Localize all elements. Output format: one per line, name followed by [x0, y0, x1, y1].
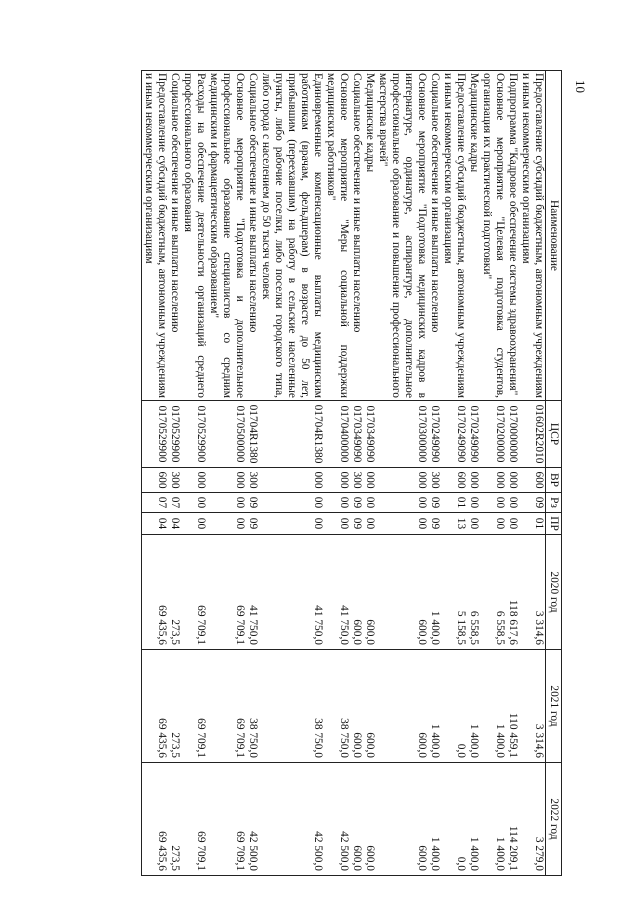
page-number: 10	[573, 80, 588, 93]
header-2020: 2020 год	[546, 535, 562, 650]
header-vr: ВР	[546, 468, 562, 493]
cell-value-2022: 0,0	[441, 763, 467, 876]
cell-value-2021: 38 750,0	[259, 650, 324, 763]
cell-value-2020: 69 709,1	[207, 535, 246, 650]
cell-name: Основное мероприятие "Меры социальной поддержки медицинских работников"	[324, 71, 350, 401]
cell-pr: 00	[324, 513, 350, 535]
cell-vr: 000	[259, 468, 324, 493]
cell-name: Предоставление субсидий бюджетным, автономным учреждениям и иным некоммерческим организациям	[142, 71, 169, 401]
header-rz: Рз	[546, 493, 562, 513]
cell-value-2022: 3 279,0	[519, 763, 546, 876]
table-row	[350, 71, 363, 876]
cell-csr: 01704R1380	[246, 401, 259, 468]
cell-value-2022: 1 400,0	[480, 763, 506, 876]
cell-pr: 00	[181, 513, 207, 535]
cell-csr: 0170249090	[428, 401, 441, 468]
cell-pr: 00	[506, 513, 519, 535]
cell-pr: 00	[467, 513, 480, 535]
table-row	[324, 71, 350, 876]
cell-rz: 00	[181, 493, 207, 513]
cell-csr: 0170200000	[480, 401, 506, 468]
cell-rz: 07	[142, 493, 169, 513]
cell-value-2021: 1 400,0	[428, 650, 441, 763]
header-2021: 2021 год	[546, 650, 562, 763]
table-row	[168, 71, 181, 876]
cell-value-2022: 69 709,1	[207, 763, 246, 876]
cell-value-2021: 600,0	[350, 650, 363, 763]
cell-pr: 01	[519, 513, 546, 535]
cell-value-2020: 273,5	[168, 535, 181, 650]
cell-value-2021: 110 459,1	[506, 650, 519, 763]
cell-csr: 01602R2010	[519, 401, 546, 468]
cell-vr: 000	[467, 468, 480, 493]
cell-value-2020: 5 158,5	[441, 535, 467, 650]
table-row	[519, 71, 546, 876]
cell-value-2022: 600,0	[350, 763, 363, 876]
cell-value-2022: 1 400,0	[428, 763, 441, 876]
table-header-row	[546, 71, 562, 876]
cell-value-2020: 600,0	[350, 535, 363, 650]
table-row	[259, 71, 324, 876]
cell-pr: 00	[207, 513, 246, 535]
cell-csr: 0170529900	[168, 401, 181, 468]
table-row	[428, 71, 441, 876]
cell-name: Социальное обеспечение и иные выплаты населению	[428, 71, 441, 401]
cell-rz: 00	[480, 493, 506, 513]
cell-csr: 0170529900	[181, 401, 207, 468]
cell-vr: 600	[441, 468, 467, 493]
cell-vr: 300	[168, 468, 181, 493]
cell-csr: 0170249090	[441, 401, 467, 468]
cell-csr: 0170500000	[207, 401, 246, 468]
cell-value-2020: 1 400,0	[428, 535, 441, 650]
cell-csr: 0170249090	[467, 401, 480, 468]
cell-pr: 00	[259, 513, 324, 535]
cell-value-2020: 69 435,6	[142, 535, 169, 650]
cell-vr: 300	[350, 468, 363, 493]
cell-rz: 00	[324, 493, 350, 513]
cell-rz: 09	[428, 493, 441, 513]
cell-rz: 09	[519, 493, 546, 513]
table-row	[441, 71, 467, 876]
budget-table-container	[141, 70, 562, 875]
cell-pr: 00	[480, 513, 506, 535]
cell-value-2020: 41 750,0	[246, 535, 259, 650]
cell-value-2022: 69 435,6	[142, 763, 169, 876]
cell-value-2020: 3 314,6	[519, 535, 546, 650]
cell-pr: 00	[376, 513, 428, 535]
cell-value-2020: 69 709,1	[181, 535, 207, 650]
cell-vr: 000	[181, 468, 207, 493]
cell-name: Расходы на обеспечение деятельности организаций среднего профессионального образования	[181, 71, 207, 401]
cell-value-2021: 0,0	[441, 650, 467, 763]
cell-csr: 0170349090	[350, 401, 363, 468]
cell-value-2022: 69 709,1	[181, 763, 207, 876]
cell-rz: 00	[506, 493, 519, 513]
cell-vr: 300	[246, 468, 259, 493]
cell-csr: 0170000000	[506, 401, 519, 468]
cell-pr: 00	[363, 513, 376, 535]
cell-vr: 300	[428, 468, 441, 493]
cell-pr: 09	[428, 513, 441, 535]
cell-value-2020: 6 558,5	[467, 535, 480, 650]
table-row	[480, 71, 506, 876]
cell-vr: 600	[519, 468, 546, 493]
table-row	[467, 71, 480, 876]
cell-name: Основное мероприятие "Целевая подготовка студентов, организация их практической подготовки"	[480, 71, 506, 401]
cell-rz: 00	[207, 493, 246, 513]
cell-rz: 09	[350, 493, 363, 513]
cell-value-2021: 1 400,0	[480, 650, 506, 763]
cell-value-2022: 1 400,0	[467, 763, 480, 876]
cell-vr: 000	[506, 468, 519, 493]
cell-vr: 000	[207, 468, 246, 493]
cell-name: Предоставление субсидий бюджетным, автономным учреждениям и иным некоммерческим организациям	[441, 71, 467, 401]
cell-value-2020: 600,0	[363, 535, 376, 650]
cell-value-2022: 600,0	[363, 763, 376, 876]
cell-value-2021: 38 750,0	[246, 650, 259, 763]
cell-rz: 09	[246, 493, 259, 513]
cell-value-2021: 273,5	[168, 650, 181, 763]
cell-rz: 01	[441, 493, 467, 513]
cell-rz: 00	[467, 493, 480, 513]
cell-vr: 600	[142, 468, 169, 493]
cell-value-2022: 42 500,0	[246, 763, 259, 876]
header-pr: ПР	[546, 513, 562, 535]
budget-table	[141, 70, 562, 876]
cell-value-2020: 600,0	[376, 535, 428, 650]
cell-name: Социальное обеспечение и иные выплаты населению	[246, 71, 259, 401]
cell-value-2021: 600,0	[376, 650, 428, 763]
table-row	[181, 71, 207, 876]
table-row	[376, 71, 428, 876]
cell-rz: 07	[168, 493, 181, 513]
cell-pr: 09	[350, 513, 363, 535]
cell-value-2021: 69 709,1	[181, 650, 207, 763]
cell-rz: 00	[259, 493, 324, 513]
cell-csr: 0170400000	[324, 401, 350, 468]
cell-name: Социальное обеспечение и иные выплаты населению	[168, 71, 181, 401]
cell-value-2020: 41 750,0	[324, 535, 350, 650]
cell-value-2022: 42 500,0	[324, 763, 350, 876]
cell-pr: 13	[441, 513, 467, 535]
cell-pr: 09	[246, 513, 259, 535]
cell-name: Предоставление субсидий бюджетным, автономным учреждениям и иным некоммерческим организациям	[519, 71, 546, 401]
table-row	[363, 71, 376, 876]
cell-vr: 000	[376, 468, 428, 493]
cell-name: Единовременные компенсационные выплаты медицинским работникам (врачам, фельдшерам) в возрасте до 50 лет, прибывшим (переехавшим) на работу в сельские населенные пункты, либо рабочие поселки, либо поселки городского типа, либо города с населением до 50 тысяч человек	[259, 71, 324, 401]
cell-pr: 04	[142, 513, 169, 535]
cell-name: Основное мероприятие "Подготовка медицинских кадров в интернатуре, ординатуре, аспирантуре, дополнительное профессиональное образование и повышение профессионального мастерства врачей"	[376, 71, 428, 401]
cell-value-2022: 114 209,1	[506, 763, 519, 876]
cell-value-2022: 600,0	[376, 763, 428, 876]
header-2022: 2022 год	[546, 763, 562, 876]
cell-name: Медицинские кадры	[363, 71, 376, 401]
cell-value-2020: 6 558,5	[480, 535, 506, 650]
cell-csr: 0170300000	[376, 401, 428, 468]
cell-csr: 01704R1380	[259, 401, 324, 468]
cell-value-2022: 42 500,0	[259, 763, 324, 876]
cell-vr: 000	[480, 468, 506, 493]
cell-value-2021: 69 709,1	[207, 650, 246, 763]
cell-value-2021: 69 435,6	[142, 650, 169, 763]
table-row	[207, 71, 246, 876]
cell-vr: 000	[363, 468, 376, 493]
cell-value-2021: 3 314,6	[519, 650, 546, 763]
table-body	[142, 71, 546, 876]
table-row	[506, 71, 519, 876]
cell-rz: 00	[376, 493, 428, 513]
cell-value-2021: 600,0	[363, 650, 376, 763]
cell-value-2020: 41 750,0	[259, 535, 324, 650]
header-csr: ЦСР	[546, 401, 562, 468]
cell-name: Основное мероприятие "Подготовка и дополнительное профессиональное образование специалистов со средним медицинским и фармацевтическим образованием"	[207, 71, 246, 401]
cell-value-2021: 1 400,0	[467, 650, 480, 763]
table-row	[246, 71, 259, 876]
cell-csr: 0170529900	[142, 401, 169, 468]
cell-name: Социальное обеспечение и иные выплаты населению	[350, 71, 363, 401]
cell-name: Медицинские кадры	[467, 71, 480, 401]
cell-value-2020: 118 617,6	[506, 535, 519, 650]
cell-value-2022: 273,5	[168, 763, 181, 876]
header-name: Наименование	[546, 71, 562, 401]
cell-pr: 04	[168, 513, 181, 535]
cell-csr: 0170349090	[363, 401, 376, 468]
cell-rz: 00	[363, 493, 376, 513]
cell-vr: 000	[324, 468, 350, 493]
cell-value-2021: 38 750,0	[324, 650, 350, 763]
cell-name: Подпрограмма "Кадровое обеспечение системы здравоохранения"	[506, 71, 519, 401]
table-row	[142, 71, 169, 876]
